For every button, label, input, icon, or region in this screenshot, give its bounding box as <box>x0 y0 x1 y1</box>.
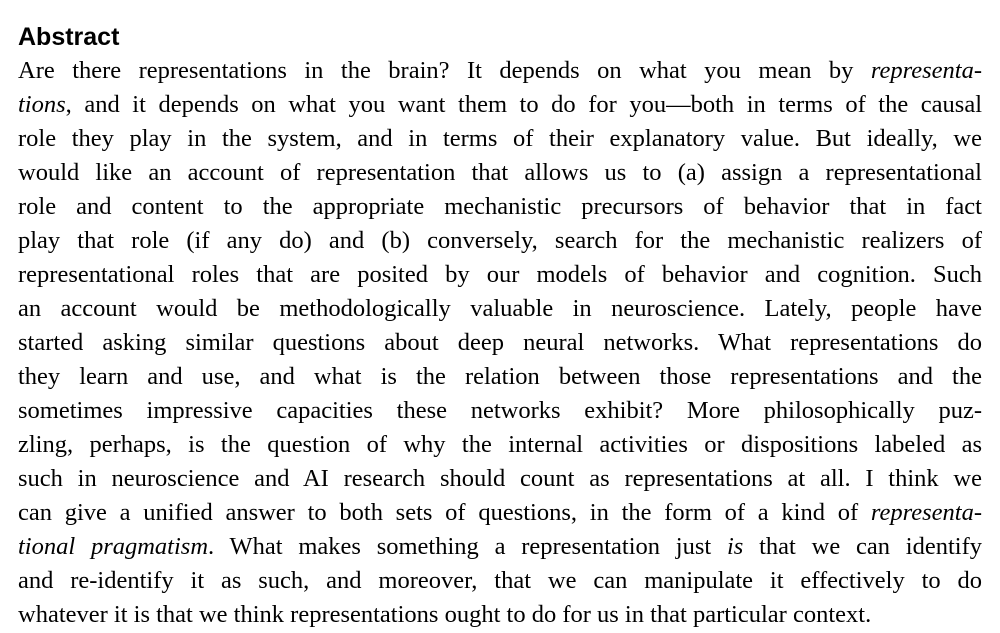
text-run: role and content to the appropriate mechanistic precursors of behavior that in fact <box>18 193 982 220</box>
abstract-line <box>18 564 982 598</box>
text-run: such in neuroscience and AI research should count as representations at all. I think we <box>18 465 982 492</box>
text-run: Are there representations in the brain? It depends on what you mean by <box>18 57 871 84</box>
abstract-line <box>18 292 982 326</box>
text-run: sometimes impressive capacities these networks exhibit? More philosophically puz- <box>18 397 982 424</box>
abstract-line <box>18 326 982 360</box>
abstract-line <box>18 530 982 564</box>
abstract-heading: Abstract <box>18 23 120 51</box>
italic-text-run: representa- <box>870 57 982 84</box>
italic-text-run: tions <box>18 91 66 118</box>
abstract-line <box>18 156 982 190</box>
text-run: representational roles that are posited by our models of behavior and cognition. Such <box>18 261 982 288</box>
text-run: started asking similar questions about deep neural networks. What representations do <box>18 329 982 356</box>
abstract-line <box>18 122 982 156</box>
text-run: would like an account of representation that allows us to (a) assign a representational <box>18 159 982 186</box>
abstract-line <box>18 88 982 122</box>
text-run: an account would be methodologically valuable in neuroscience. Lately, people have <box>18 295 982 322</box>
abstract-line <box>18 428 982 462</box>
abstract-line <box>18 258 982 292</box>
text-run: can give a unified answer to both sets of questions, in the form of a kind of <box>18 499 871 526</box>
text-run: they learn and use, and what is the relation between those representations and the <box>18 363 982 390</box>
abstract-line <box>18 462 982 496</box>
italic-text-run: is <box>727 533 744 560</box>
text-run: , and it depends on what you want them to do for you—both in terms of the causal <box>65 91 982 118</box>
text-run: that we can identify <box>743 533 982 560</box>
text-run: and re-identify it as such, and moreover, that we can manipulate it effectively to do <box>18 567 982 594</box>
text-run: role they play in the system, and in terms of their explanatory value. But ideally, we <box>18 125 982 152</box>
abstract-body <box>18 54 982 632</box>
text-run: play that role (if any do) and (b) conversely, search for the mechanistic realizers of <box>18 227 982 254</box>
abstract-line <box>18 360 982 394</box>
abstract-section <box>18 20 982 632</box>
text-run: . What makes something a representation just <box>208 533 727 560</box>
abstract-line <box>18 190 982 224</box>
abstract-line <box>18 224 982 258</box>
abstract-line <box>18 496 982 530</box>
text-run: whatever it is that we think representations ought to do for us in that particular context. <box>18 601 872 628</box>
text-run: zling, perhaps, is the question of why the internal activities or dispositions labeled as <box>18 431 982 458</box>
abstract-line <box>18 54 982 88</box>
abstract-line <box>18 598 982 632</box>
italic-text-run: representa- <box>870 499 982 526</box>
abstract-line <box>18 394 982 428</box>
italic-text-run: tional pragmatism <box>18 533 209 560</box>
